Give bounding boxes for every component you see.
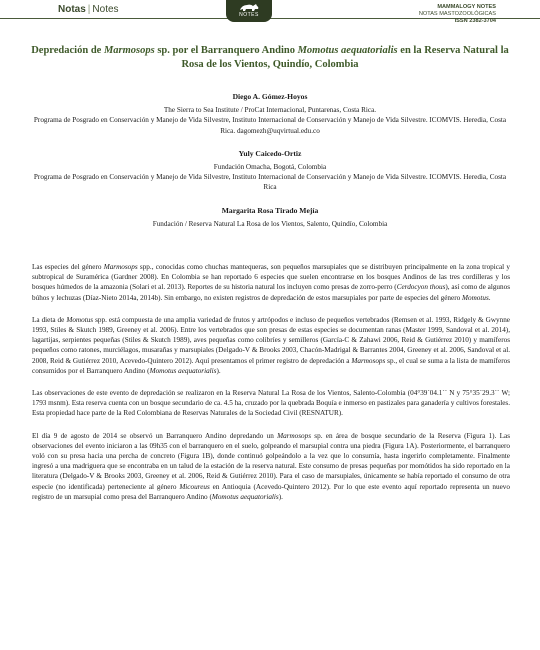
title-species: Momotus aequatorialis — [297, 45, 398, 56]
taxon-name: Marmosops — [351, 356, 386, 365]
journal-name: MAMMALOGY NOTES — [437, 4, 496, 10]
text-run: . — [488, 293, 491, 302]
author-block — [30, 92, 510, 136]
taxon-name: Momotus aequatorialis — [211, 492, 279, 501]
author-affiliation: The Sierra to Sea Institute / ProCat Internacional, Puntarenas, Costa Rica. — [163, 106, 377, 115]
text-run: spp., conocidas como chuchas mantequeras, son pequeños marsupiales que se distribuyen principalmente en la zona tropical y subtropical de Suramérica (Gardner 2008). En Colombia se han reportado 6 especies que suelen encontrarse en los bosques Andinos de las tres cordilleras y los bosques húmedos de la amazonia (Solari et al. 2013). Reportes de su historia natural los incluyen como presas de zorro-perro ( — [32, 263, 510, 292]
author-affiliation: Programa de Posgrado en Conservación y Manejo de Vida Silvestre, Instituto Internacional de Conservación y Manejo de Vida Silvestre. ICOMVIS. Heredia, Costa Rica — [33, 173, 507, 192]
section-label — [58, 4, 119, 15]
author-block — [30, 149, 510, 193]
taxon-name: Momotus — [66, 315, 94, 324]
author-affiliation: Fundación / Reserva Natural La Rosa de los Vientos, Salento, Quindío, Colombia — [152, 219, 388, 228]
logo-text: NOTES — [239, 12, 259, 18]
article-body — [32, 262, 510, 502]
header-bar — [0, 0, 540, 22]
taxon-name: Momotus — [462, 293, 489, 302]
body-paragraph — [32, 262, 510, 303]
text-run: La dieta de — [32, 315, 67, 324]
author-affiliation: Programa de Posgrado en Conservación y Manejo de Vida Silvestre, Instituto Internacional de Conservación y Manejo de Vida Silvestre. ICOMVIS. Heredia, Costa Rica. dagomezh@uqvirtual.edu.co — [33, 116, 507, 135]
text-run: en Antioquia (Acevedo-Quintero 2012). Por lo que este evento aquí reportado representa un nuevo registro de un marsupial como presa del Barranquero Andino ( — [32, 482, 510, 501]
text-run: ), así como de algunos búhos y lechuzas (Díaz-Nieto 2014a, 2014b). Sin embargo, no existen registros de depredación de estos marsupiales por parte de especies del género — [32, 283, 510, 302]
section-separator: | — [87, 4, 91, 15]
journal-issn: ISSN 2382-3704 — [454, 18, 496, 24]
journal-subtitle: NOTAS MASTOZOOLÓGICAS — [418, 11, 496, 17]
taxon-name: Marmosops — [277, 431, 312, 440]
journal-info — [419, 4, 496, 25]
taxon-name: Marmosops — [103, 263, 138, 271]
text-run: spp. está compuesta de una amplia variedad de frutos y artrópodos e incluso de pequeños vertebrados (Remsen et al. 1993, Ridgely & Gwynne 1993, Stiles & Skutch 1989, Greeney et al. 2006). Entre los vertebrados que son presas de estas especies se documentan ranas (Master 1999, Sandoval et al. 2014), lagartijas, serpientes pequeñas (Stiles & Skutch 1989), aves pequeñas como colibríes y semilleros (García-C & Zahawi 2006, Reid & Gutiérrez 2010) y mamíferos pequeños como ratones, murciélagos, musarañas y marsupiales (Delgado-V & Brooks 2003, Chacón-Madrigal & Barrantes 2004, Greeney et al. 2006, Sandoval et al. 2008, Reid & Gutiérrez 2010, Acevedo-Quintero 2012). Aquí presentamos el primer registro de depredación a — [32, 315, 510, 365]
taxon-name: Cerdocyon thous — [396, 283, 446, 292]
author-list — [30, 92, 510, 242]
taxon-name: Momotus aequatorialis — [149, 366, 217, 375]
text-run: ). — [216, 366, 221, 375]
author-block — [30, 206, 510, 229]
article-title — [30, 44, 510, 72]
title-genus: Marmosops — [103, 45, 155, 56]
body-paragraph — [32, 431, 510, 502]
author-name: Margarita Rosa Tirado Mejía — [221, 205, 319, 215]
title-part: Depredación de — [31, 45, 104, 56]
author-name: Diego A. Gómez-Hoyos — [232, 92, 308, 101]
author-name: Yuly Caicedo-Ortiz — [238, 148, 302, 158]
title-part: en la Reserva Natural la Rosa de los Vientos, Quindío, Colombia — [181, 45, 509, 70]
mammal-silhouette-icon — [238, 2, 260, 12]
text-run: Las especies del género — [32, 263, 104, 271]
author-affiliation: Fundación Omacha, Bogotá, Colombia — [213, 163, 327, 172]
body-paragraph — [32, 315, 510, 376]
body-paragraph: Las observaciones de este evento de depredación se realizaron en la Reserva Natural La Rosa de los Vientos, Salento-Colombia (04°39´04.1`` N y 75°35´29.3`` W; 1793 msnm). Esta reserva cuenta con un bosque secundario de ca. 4.5 ha, cruzado por la quebrada Boquía e inmerso en pastizales para ganadería y cultivos forestales. Esta propiedad hace parte de la Red Colombiana de Reservas Naturales de la Sociedad Civil (RESNATUR). — [32, 389, 510, 418]
text-run: ). — [278, 492, 283, 501]
section-label-es: Notas — [58, 4, 86, 15]
text-run: El día 9 de agosto de 2014 se observó un Barranquero Andino depredando un — [32, 431, 278, 440]
text-run: sp., el cual se suma a la lista de mamíferos consumidos por el Barranquero Andino ( — [32, 356, 510, 375]
journal-logo — [226, 0, 272, 22]
section-label-en: Notes — [92, 4, 119, 15]
title-part: sp. por el Barranquero Andino — [154, 45, 298, 56]
text-run: sp. en área de bosque secundario de la Reserva (Figura 1). Las observaciones del evento iniciaron a las 09h35 con el barranquero en el suelo, golpeando el marsupial contra una piedra (Figura 1A). Posteriormente, el barranquero voló con su presa hacia una percha de concreto (Figura 1B), donde continuó golpeándolo a la vez que lo consumía, hasta ingerirlo completamente. Finalmente ingresó a una madriguera que se encontraba en un talud de la estación de la reserva natural. Este consumo de presas pequeñas por momótidos ha sido reportado en la literatura (Delgado-V & Brooks 2003, Greeney et al. 2006, Reid & Gutiérrez 2010). Para el caso de marsupiales, únicamente se había reportado el consumo de otra especie (no identificada) perteneciente al género — [32, 431, 511, 491]
taxon-name: Micoureus — [179, 482, 210, 491]
